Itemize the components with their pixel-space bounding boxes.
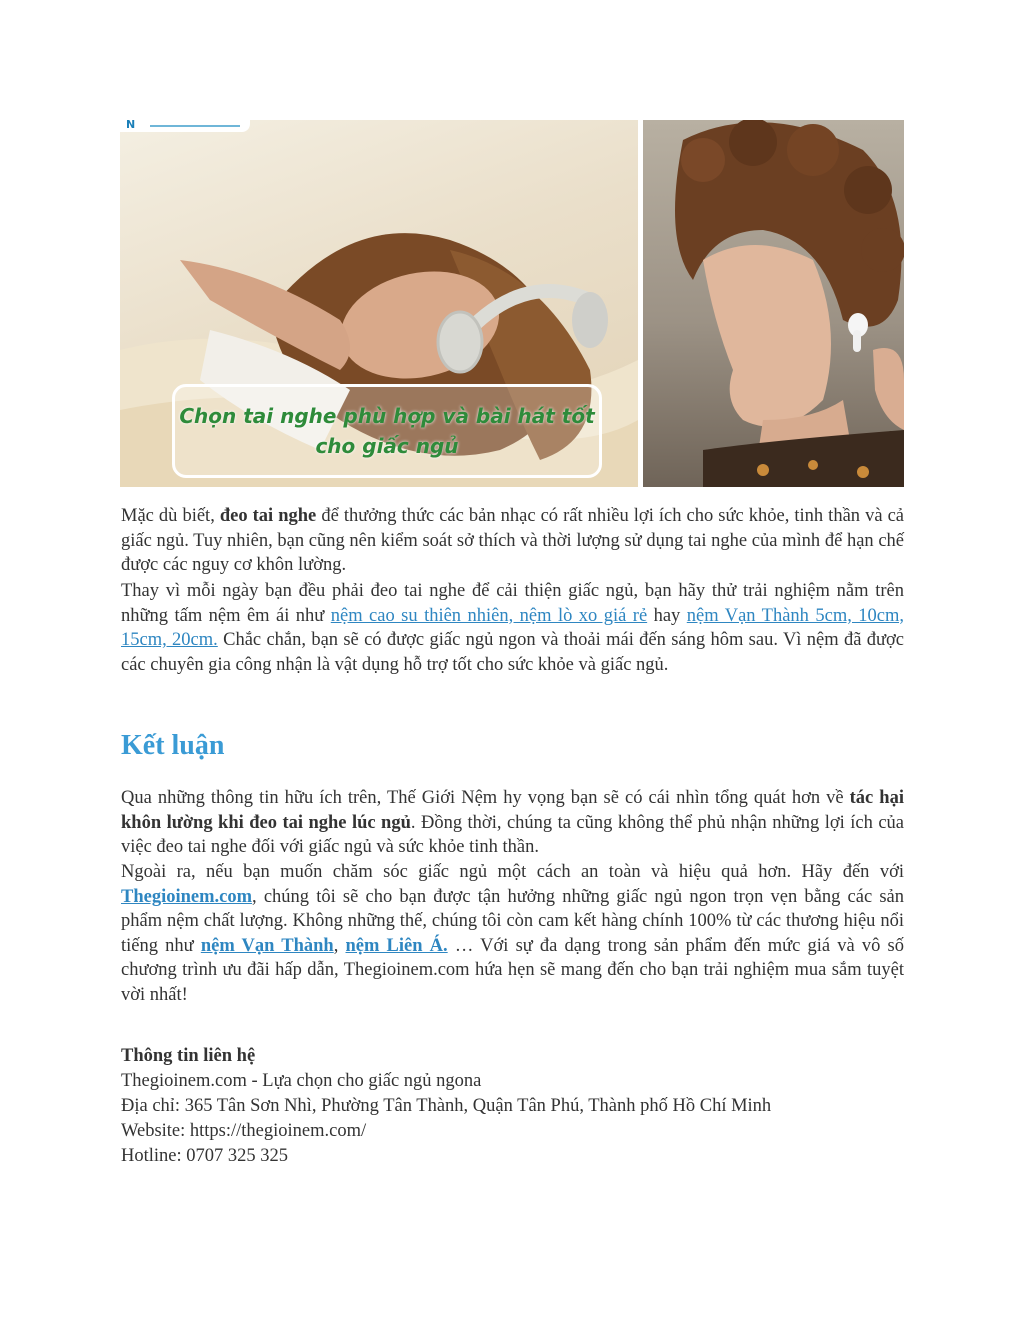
hero-image [120, 120, 904, 487]
hero-caption-line2: cho giấc ngủ [315, 434, 459, 458]
para3-text-2: . Đồng thời, chúng ta cũng không thể phủ nhận những lợi ích của việc đeo tai nghe đối với giấc ngủ và sức khỏe tinh thần. [121, 812, 904, 858]
contact-info [121, 1044, 771, 1169]
contact-address: Địa chỉ: 365 Tân Sơn Nhì, Phường Tân Thành, Quận Tân Phú, Thành phố Hồ Chí Minh [121, 1096, 772, 1116]
para4-text-4: … Với sự đa dạng trong sản phẩm đến mức giá và vô số chương trình ưu đãi hấp dẫn, Thegioinem.com hứa hẹn sẽ mang đến cho bạn trải nghiệm mua sắm tuyệt vời nhất! [121, 935, 904, 1005]
link-thegioinem[interactable]: Thegioinem.com [121, 886, 253, 907]
para4-text-2: , chúng tôi sẽ cho bạn được tận hưởng những giấc ngủ ngon trọn vẹn bằng các sản phẩm nệm chất lượng. Không những thế, chúng tôi còn cam kết hàng chính 100% từ các thương hiệu nổi tiếng như [121, 886, 904, 956]
para1-text-1: Mặc dù biết, [121, 506, 220, 526]
earbuds-illustration [643, 120, 904, 487]
paragraph-intro [121, 504, 904, 578]
paragraph-mattress-suggestion [121, 579, 904, 677]
contact-title: Thông tin liên hệ [121, 1046, 256, 1066]
logo-mark-icon: N [126, 120, 136, 131]
hero-caption-badge [172, 384, 602, 478]
paragraph-conclusion [121, 786, 904, 860]
para1-bold-headphones: đeo tai nghe [219, 506, 317, 526]
para3-text-1: Qua những thông tin hữu ích trên, Thế Giới Nệm hy vọng bạn sẽ có cái nhìn tổng quát hơn về [121, 788, 850, 808]
para4-text-3: , [333, 935, 346, 956]
woman-with-headphones-photo [120, 120, 638, 487]
hero-caption-line1: Chọn tai nghe phù hợp và bài hát tốt [179, 404, 595, 428]
paragraph-promotion [121, 860, 904, 1008]
contact-hotline: Hotline: 0707 325 325 [121, 1146, 289, 1166]
logo-swoosh [150, 125, 240, 127]
para2-text-3: Chắc chắn, bạn sẽ có được giấc ngủ ngon và thoải mái đến sáng hôm sau. Vì nệm đã được các chuyên gia công nhận là vật dụng hỗ trợ tốt cho sức khỏe và giấc ngủ. [121, 630, 904, 675]
para1-text-2: để thưởng thức các bản nhạc có rất nhiều lợi ích cho sức khỏe, tinh thần và cả giấc ngủ. Tuy nhiên, bạn cũng nên kiểm soát sở thích và thời lượng sử dụng tai nghe của mình để hạn chế được các nguy cơ khôn lường. [121, 506, 904, 576]
para2-text-2: hay [647, 605, 687, 626]
link-nem-van-thanh[interactable]: nệm Vạn Thành [200, 935, 334, 956]
link-van-thanh-mattress-sizes[interactable]: nệm Vạn Thành 5cm, 10cm, 15cm, 20cm. [121, 605, 905, 651]
contact-tagline: Thegioinem.com - Lựa chọn cho giấc ngủ ngona [121, 1071, 482, 1091]
brand-logo [120, 120, 250, 132]
link-nem-lien-a[interactable]: nệm Liên Á. [345, 935, 448, 956]
para4-text-1: Ngoài ra, nếu bạn muốn chăm sóc giấc ngủ một cách an toàn và hiệu quả hơn. Hãy đến với [121, 862, 904, 882]
para3-bold-harms: tác hại khôn lường khi đeo tai nghe lúc ngủ [121, 788, 904, 833]
woman-with-earbuds-photo [643, 120, 904, 487]
link-natural-latex-mattress[interactable]: nệm cao su thiên nhiên, nệm lò xo giá rẻ [330, 605, 648, 626]
section-heading-conclusion: Kết luận [121, 730, 225, 761]
contact-website: Website: https://thegioinem.com/ [121, 1121, 367, 1141]
para2-text-1: Thay vì mỗi ngày bạn đều phải đeo tai nghe để cải thiện giấc ngủ, bạn hãy thử trải nghiệm nằm trên những tấm nệm êm ái như [121, 581, 904, 626]
